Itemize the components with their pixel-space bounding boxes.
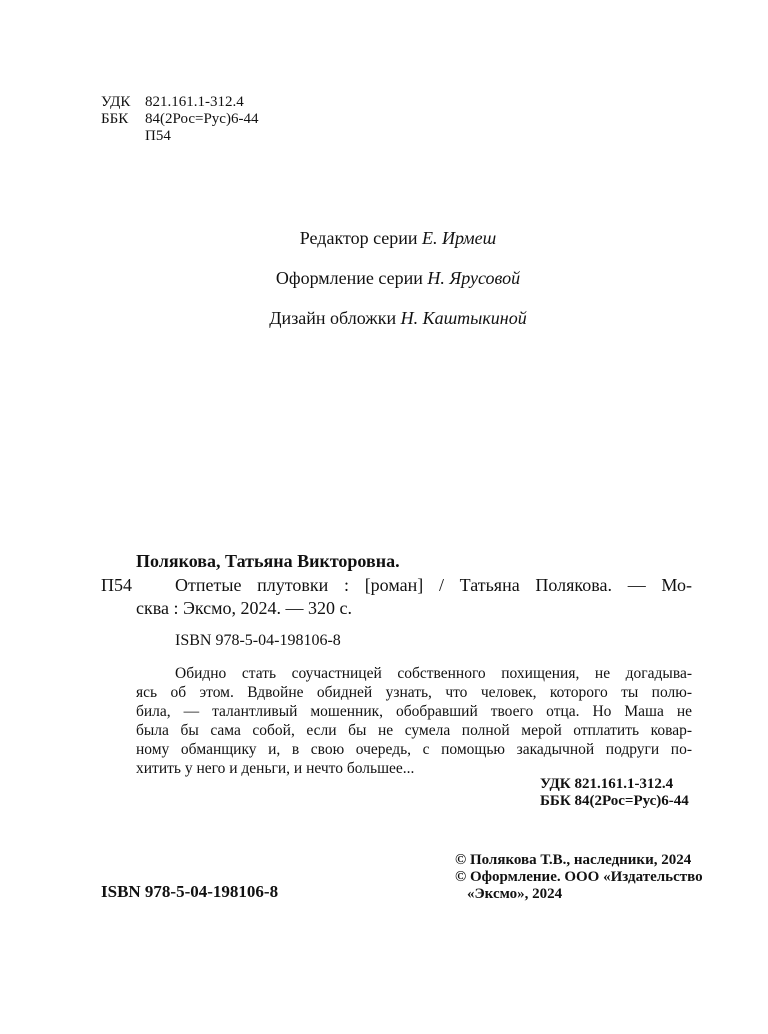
bib-title-line2: сква : Эксмо, 2024. — 320 с. bbox=[136, 598, 353, 618]
copyright-line1: © Полякова Т.В., наследники, 2024 bbox=[455, 852, 692, 868]
credit-series-design bbox=[0, 268, 768, 289]
credit-editor bbox=[0, 228, 768, 249]
top-bbk bbox=[101, 111, 258, 128]
top-bbk-value: 84(2Рос=Рус)6-44 bbox=[145, 111, 259, 127]
top-udk-label: УДК bbox=[101, 94, 131, 110]
annotation-line: Обидно стать соучастницей собственного похищения, не догадыва- bbox=[175, 665, 692, 682]
copyright-line2: © Оформление. ООО «Издательство bbox=[455, 869, 703, 885]
credit-cover-design bbox=[0, 308, 768, 329]
classification-udk: УДК 821.161.1-312.4 bbox=[540, 776, 674, 792]
annotation bbox=[136, 664, 692, 778]
credit-cover-design-role: Дизайн обложки bbox=[269, 308, 397, 328]
bib-mark: П54 bbox=[101, 575, 132, 595]
top-author-mark: П54 bbox=[145, 128, 171, 144]
credit-editor-role: Редактор серии bbox=[299, 228, 418, 248]
bib-isbn: ISBN 978-5-04-198106-8 bbox=[175, 632, 341, 649]
credit-series-design-name: Н. Ярусовой bbox=[427, 268, 521, 288]
credit-editor-name: Е. Ирмеш bbox=[422, 228, 497, 248]
annotation-line: ясь об этом. Вдвойне обидней узнать, что человек, которого ты полю- bbox=[136, 684, 692, 701]
annotation-line: хитить у него и деньги, и нечто большее... bbox=[136, 760, 415, 777]
top-udk bbox=[101, 94, 244, 111]
copyright-line3: «Эксмо», 2024 bbox=[467, 886, 563, 902]
top-udk-value: 821.161.1-312.4 bbox=[145, 94, 244, 110]
bib-author: Полякова, Татьяна Викторовна. bbox=[136, 551, 400, 571]
annotation-line: ному обманщику и, в свою очередь, с помощью закадычной подруги по- bbox=[136, 741, 692, 758]
classification-bbk: ББК 84(2Рос=Рус)6-44 bbox=[540, 793, 689, 809]
bib-title-line1-text: Отпетые плутовки : [роман] / Татьяна Полякова. — Мо- bbox=[175, 575, 692, 595]
annotation-line: была бы сама собой, если бы не сумела полной мерой отплатить ковар- bbox=[136, 722, 692, 739]
top-bbk-label: ББК bbox=[101, 111, 129, 127]
bib-title-line1 bbox=[175, 575, 692, 596]
bottom-isbn: ISBN 978-5-04-198106-8 bbox=[101, 882, 279, 901]
credit-cover-design-name: Н. Каштыкиной bbox=[400, 308, 527, 328]
credit-series-design-role: Оформление серии bbox=[275, 268, 423, 288]
annotation-line: била, — талантливый мошенник, обобравший твоего отца. Но Маша не bbox=[136, 703, 692, 720]
